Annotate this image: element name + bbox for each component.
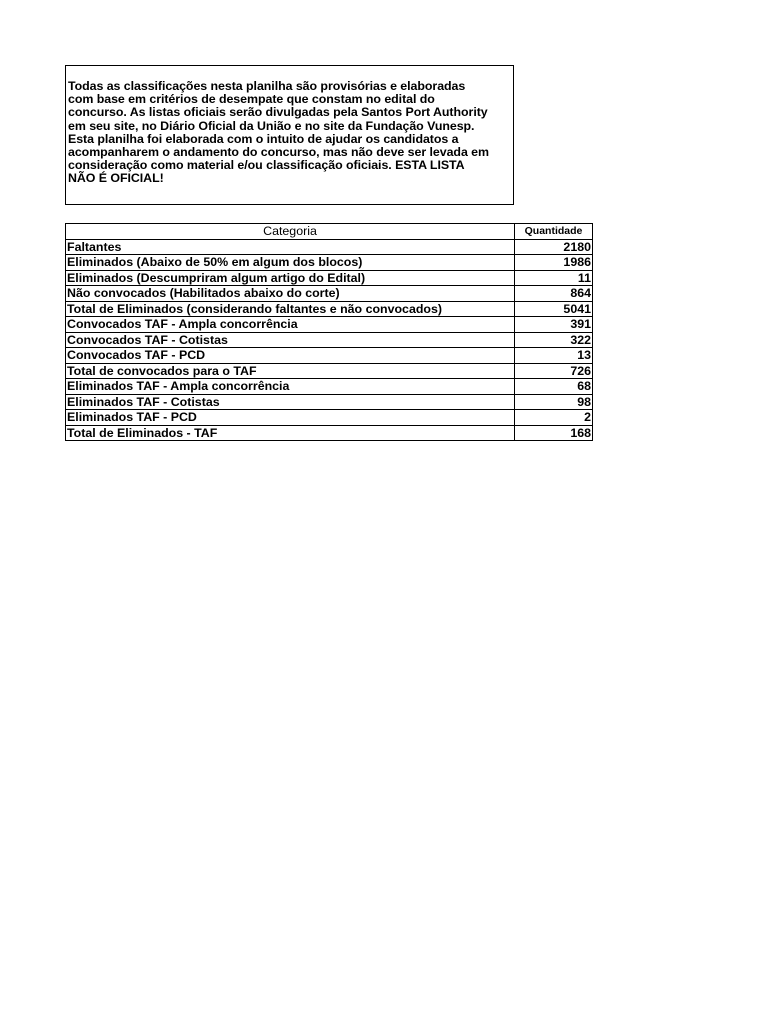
row-label: Faltantes: [66, 239, 515, 255]
table-row: [66, 363, 593, 379]
row-label: Total de Eliminados - TAF: [66, 425, 515, 441]
row-value: 864: [515, 286, 593, 302]
header-quantidade: Quantidade: [515, 224, 593, 240]
row-value: 1986: [515, 255, 593, 271]
row-value: 5041: [515, 301, 593, 317]
table-row: [66, 270, 593, 286]
table-row: [66, 425, 593, 441]
row-value: 168: [515, 425, 593, 441]
row-label: Eliminados (Descumpriram algum artigo do Edital): [66, 270, 515, 286]
row-value: 391: [515, 317, 593, 333]
row-value: 11: [515, 270, 593, 286]
row-value: 2180: [515, 239, 593, 255]
row-label: Convocados TAF - PCD: [66, 348, 515, 364]
table-row: [66, 379, 593, 395]
row-label: Total de Eliminados (considerando faltantes e não convocados): [66, 301, 515, 317]
row-label: Eliminados TAF - PCD: [66, 410, 515, 426]
row-value: 98: [515, 394, 593, 410]
disclaimer-notice: Todas as classificações nesta planilha são provisórias e elaboradas com base em critérios de desempate que constam no edital do concurso. As listas oficiais serão divulgadas pela Santos Port Authority em seu site, no Diário Oficial da União e no site da Fundação Vunesp. Esta planilha foi elaborada com o intuito de ajudar os candidatos a acompanharem o andamento do concurso, mas não deve ser levada em consideração como material e/ou classificação oficiais. ESTA LISTA NÃO É OFICIAL!: [65, 65, 514, 205]
row-value: 322: [515, 332, 593, 348]
row-label: Total de convocados para o TAF: [66, 363, 515, 379]
table-row: [66, 255, 593, 271]
table-row: [66, 301, 593, 317]
row-value: 68: [515, 379, 593, 395]
row-label: Convocados TAF - Cotistas: [66, 332, 515, 348]
table-row: [66, 348, 593, 364]
table-row: [66, 410, 593, 426]
row-value: 13: [515, 348, 593, 364]
row-label: Eliminados (Abaixo de 50% em algum dos blocos): [66, 255, 515, 271]
row-label: Convocados TAF - Ampla concorrência: [66, 317, 515, 333]
header-categoria: Categoria: [66, 224, 515, 240]
table-header-row: [66, 224, 593, 240]
row-value: 2: [515, 410, 593, 426]
results-table: [65, 223, 593, 441]
table-row: [66, 394, 593, 410]
table-row: [66, 332, 593, 348]
row-label: Eliminados TAF - Cotistas: [66, 394, 515, 410]
table-row: [66, 286, 593, 302]
table-row: [66, 317, 593, 333]
row-label: Não convocados (Habilitados abaixo do corte): [66, 286, 515, 302]
row-label: Eliminados TAF - Ampla concorrência: [66, 379, 515, 395]
table-row: [66, 239, 593, 255]
row-value: 726: [515, 363, 593, 379]
